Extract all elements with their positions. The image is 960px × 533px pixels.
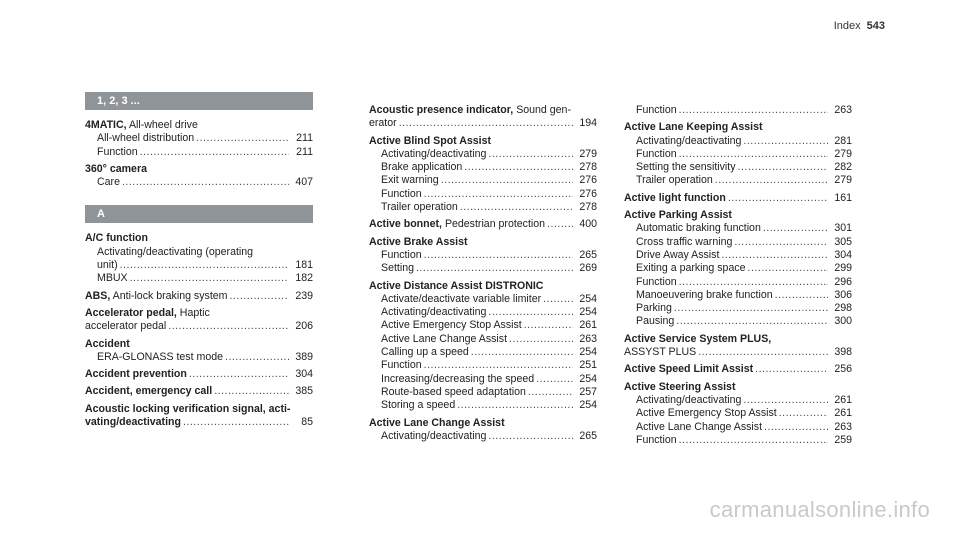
subentry[interactable]: ERA-GLONASS test mode ..... 389 [97,351,313,364]
subentry[interactable]: Activating/deactivating ..... 254 [381,306,597,319]
subentry[interactable]: Exit warning ..... 276 [381,174,597,187]
subentry[interactable]: Pausing ..... 300 [636,315,852,328]
index-column-3 [624,104,852,451]
entry-title: Accident, emergency call [85,385,213,398]
index-entry [369,236,597,276]
entry-title: Active Steering Assist [624,380,736,393]
subentry[interactable]: Active Lane Change Assist ..... 263 [381,333,597,346]
entry-title: Active Lane Keeping Assist [624,121,763,134]
index-entry[interactable]: Accident, emergency call ..... 385 [85,385,313,398]
subentry[interactable]: Function ..... 251 [381,359,597,372]
running-header [834,20,885,32]
subentry[interactable]: Function ..... 259 [636,434,852,447]
index-entry[interactable]: Active bonnet, Pedestrian protection ..... 400 [369,218,597,231]
subentry[interactable]: Activate/deactivate variable limiter ..... 254 [381,293,597,306]
subentry[interactable]: Function ..... 211 [97,146,313,159]
index-entry [624,209,852,329]
subentry[interactable]: Activating/deactivating ..... 261 [636,394,852,407]
index-entry[interactable]: ABS, Anti-lock braking system ..... 239 [85,290,313,303]
index-entry[interactable]: Accident prevention ..... 304 [85,368,313,381]
subentry[interactable]: Storing a speed ..... 254 [381,399,597,412]
index-entry [369,280,597,413]
index-entry [624,121,852,187]
subentry[interactable]: Increasing/decreasing the speed ..... 254 [381,373,597,386]
letter-header: 1, 2, 3 ... [85,92,313,110]
subentry[interactable]: Exiting a parking space ..... 299 [636,262,852,275]
entry-title: Acoustic presence indicator, [369,104,514,116]
index-entry: Acoustic locking verification signal, acti- vating/deactivating ..... 85 [85,403,313,430]
entry-title: Accident prevention [85,368,187,381]
subentry[interactable]: Function ..... 296 [636,276,852,289]
section-title: Index [833,20,861,32]
entry-title: Active light function [624,191,726,204]
entry-title: Active Service System PLUS, [624,332,772,345]
subentry[interactable]: Drive Away Assist ..... 304 [636,249,852,262]
entry-title: ABS, [85,289,111,302]
index-entry[interactable]: Active light function ..... 161 [624,192,852,205]
index-column-1 [85,92,313,433]
entry-title: 4MATIC, [85,119,127,131]
subentry[interactable]: Brake application ..... 278 [381,161,597,174]
entry-qualifier: All-wheel drive [126,119,198,131]
subentry[interactable]: Care ..... 407 [97,176,313,189]
index-column-2 [369,104,597,447]
subentry[interactable]: Active Lane Change Assist ..... 263 [636,421,852,434]
index-entry: Active Service System PLUS, ASSYST PLUS ..... 398 [624,333,852,360]
index-entry: Acoustic presence indicator, Sound gen- erator ..... 194 [369,104,597,131]
entry-title: A/C function [85,232,148,245]
subentry[interactable]: Route-based speed adaptation ..... 257 [381,386,597,399]
entry-title: Active Distance Assist DISTRONIC [369,279,544,292]
entry-title: 360° camera [85,162,147,175]
entry-title: Active Brake Assist [369,235,468,248]
watermark: carmanualsonline.info [709,497,930,522]
index-entry: Accelerator pedal, Haptic accelerator pedal ..... 206 [85,307,313,334]
subentry[interactable]: Setting ..... 269 [381,262,597,275]
page-number: 543 [866,20,885,32]
entry-title: Accelerator pedal, [85,306,177,319]
index-entry [85,163,313,190]
subentry[interactable]: Automatic braking function ..... 301 [636,222,852,235]
entry-title: Accident [85,337,130,350]
index-entry [369,135,597,215]
index-entry [85,338,313,365]
subentry[interactable]: unit) ..... 181 [97,259,313,272]
subentry[interactable]: Activating/deactivating ..... 265 [381,430,597,443]
index-entry [624,381,852,447]
subentry[interactable]: Calling up a speed ..... 254 [381,346,597,359]
subentry[interactable]: Setting the sensitivity ..... 282 [636,161,852,174]
entry-title: Active Parking Assist [624,209,732,222]
index-entry [369,417,597,444]
entry-title: Acoustic locking verification signal, acti- [85,402,291,415]
letter-header: A [85,205,313,223]
entry-title: Active Blind Spot Assist [369,134,492,147]
index-entry[interactable]: Active Speed Limit Assist ..... 256 [624,363,852,376]
entry-title: Active bonnet, [369,218,442,231]
index-entry [85,119,313,159]
subentry[interactable]: Activating/deactivating ..... 279 [381,148,597,161]
subentry[interactable]: Active Emergency Stop Assist ..... 261 [636,407,852,420]
subentry[interactable]: Activating/deactivating ..... 281 [636,135,852,148]
index-entry [85,232,313,285]
subentry[interactable]: Function ..... 276 [381,188,597,201]
entry-title: Active Speed Limit Assist [624,363,754,376]
subentry[interactable]: Manoeuvering brake function ..... 306 [636,289,852,302]
subentry[interactable]: Trailer operation ..... 279 [636,174,852,187]
subentry[interactable]: Function ..... 265 [381,249,597,262]
entry-title: Active Lane Change Assist [369,416,505,429]
subentry[interactable]: MBUX ..... 182 [97,272,313,285]
subentry[interactable]: Function ..... 279 [636,148,852,161]
subentry[interactable]: Cross traffic warning ..... 305 [636,236,852,249]
subentry[interactable]: Trailer operation ..... 278 [381,201,597,214]
index-entry-continued [624,104,852,117]
subentry[interactable]: Function ..... 263 [636,104,852,117]
subentry[interactable]: Active Emergency Stop Assist ..... 261 [381,319,597,332]
subentry-line: Activating/deactivating (operating [97,245,254,258]
subentry[interactable]: All-wheel distribution ..... 211 [97,132,313,145]
subentry[interactable]: Parking ..... 298 [636,302,852,315]
